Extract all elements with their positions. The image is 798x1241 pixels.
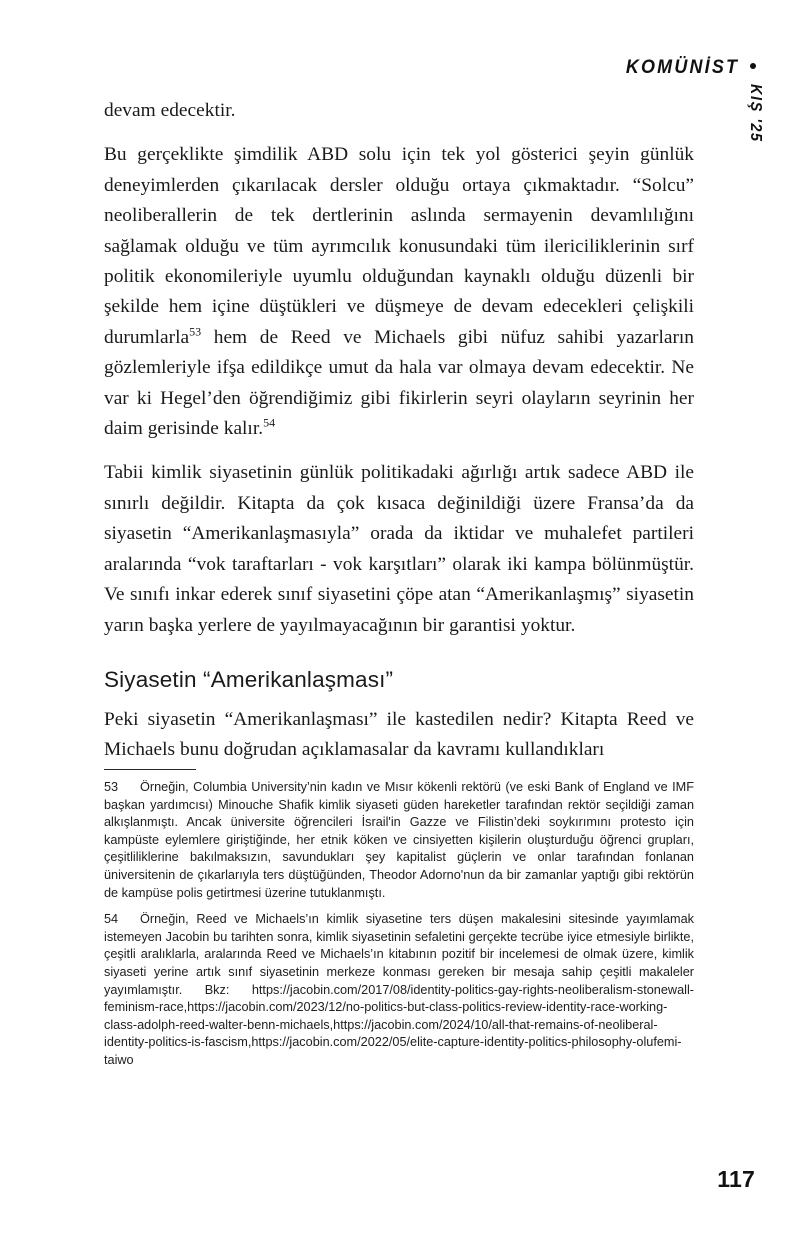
running-head-title: KOMÜNİST <box>625 56 739 78</box>
section-heading: Siyasetin “Amerikanlaşması” <box>104 666 394 692</box>
paragraph-segment-text: hem de Reed ve Michaels gibi nüfuz sahibi yazarların gözlemleriyle ifşa edildikçe umut da hala var olmaya devam edecektir. Ne var ki Hegel’den öğrendiğimiz gibi fikirlerin seyri olayların seyrinin her daim gerisinde kalır. <box>104 326 694 440</box>
running-head <box>0 56 756 96</box>
paragraph-bu-gerceklikte <box>104 140 694 444</box>
footnote-ref-53[interactable]: 53 <box>189 324 202 339</box>
footnote-text: Örneğin, Reed ve Michaels’ın kimlik siyasetine ters düşen makalesini sitesinde yayımlamak istemeyen Jacobin bu tarihten sonra, kimlik siyasetinin sefaletini gerçekte tecrübe iyice etmesiyle birlikte, çeşitli aralıklarla, aralarında Reed ve Michaels’ın kitabının pozitif bir incelemesi de olmak üzere, kimlik siyaseti yerine artık sınıf siyasetinin merkeze konması gereken bir mesaja sahip çeşitli makaleler yayımlamıştır. Bkz: https://jacobin.com/2017/08/identity-politics-gay-rights-neoliberalism-stonewall-feminism-race,https://jacobin.com/2023/12/no-politics-but-class-politics-review-identity-race-working-class-adolph-reed-walter-benn-michaels,https://jacobin.com/2024/10/all-that-remains-of-neoliberal-identity-politics-is-fascism,https://jacobin.com/2022/05/elite-capture-identity-politics-philosophy-olufemi-taiwo <box>104 912 694 1067</box>
body-column <box>104 96 694 766</box>
paragraph-tabii-kimlik: Tabii kimlik siyasetinin günlük politikadaki ağırlığı artık sadece ABD ile sınırlı değildir. Kitapta da çok kısaca değinildiği üzere Fransa’da da siyasetin “Amerikanlaşmasıyla” orada da iktidar ve muhalefet partileri aralarında “vok taraftarları - vok karşıtları” olarak iki kampa bölünmüştür. Ve sınıfı inkar ederek sınıf siyasetini çöpe atan “Amerikanlaşmış” siyasetin yarın başka yerlere de yayılmayacağının bir garantisi yoktur. <box>104 462 694 636</box>
paragraph-segment-text: Bu gerçeklikte şimdilik ABD solu için tek yol gösterici şeyin günlük deneyimlerden çıkarılacak dersler olduğu ortaya çıkmaktadır. “Solcu” neoliberallerin de tek dertlerinin aslında sermayenin devamlılığını sağlamak olduğu ve tüm ayrımcılık konusundaki tüm ilericiliklerinin sırf politik ekonomileriyle uyumlu olduğundan kaynaklı olduğu düzenli bir şekilde hem içine düştükleri ve düşmeye de devam edecekleri çelişkili durumlarla <box>104 144 694 348</box>
footnote-ref-54[interactable]: 54 <box>263 415 276 430</box>
bullet-dot-icon <box>750 63 756 69</box>
footnote-number: 54 <box>104 912 119 927</box>
footnote-53 <box>104 779 694 902</box>
page-number: 117 <box>717 1166 755 1192</box>
paragraph-devam: devam edecektir. <box>104 100 236 121</box>
footnote-number: 53 <box>104 780 119 794</box>
footnote-text: Örneğin, Columbia University’nin kadın ve Mısır kökenli rektörü (ve eski Bank of England ve IMF başkan yardımcısı) Minouche Shafik kimlik siyaseti güden hareketler tarafından rektör seçildiği zaman alkışlanmıştı. Ancak üniversite öğrencileri İsrail'in Gazze ve Filistin’deki soykırımını protesto için kampüste eylemlere giriştiğinde, her etnik köken ve cinsiyetten kişilerin oluşturduğu öğrenci grupları, çeşitliliklerine bakılmaksızın, savundukları şey kapitalist güçlerin ve onlar tarafından fonlanan üniversitenin de çıkarlarıyla ters düştüğünden, Theodor Adorno'nun da bir zamanlar yaptığı gibi rektörün de kampüse polis getirtmesi üzerine tutuklanmıştı. <box>104 780 694 900</box>
footnote-separator-rule <box>104 769 196 770</box>
footnote-54 <box>104 911 694 1069</box>
footnotes-block <box>104 769 694 1070</box>
issue-label: KIŞ '25 <box>747 84 764 143</box>
paragraph-peki-siyasetin: Peki siyasetin “Amerikanlaşması” ile kastedilen nedir? Kitapta Reed ve Michaels bunu doğrudan açıklamasalar da kavramı kullandıkları <box>104 708 694 761</box>
